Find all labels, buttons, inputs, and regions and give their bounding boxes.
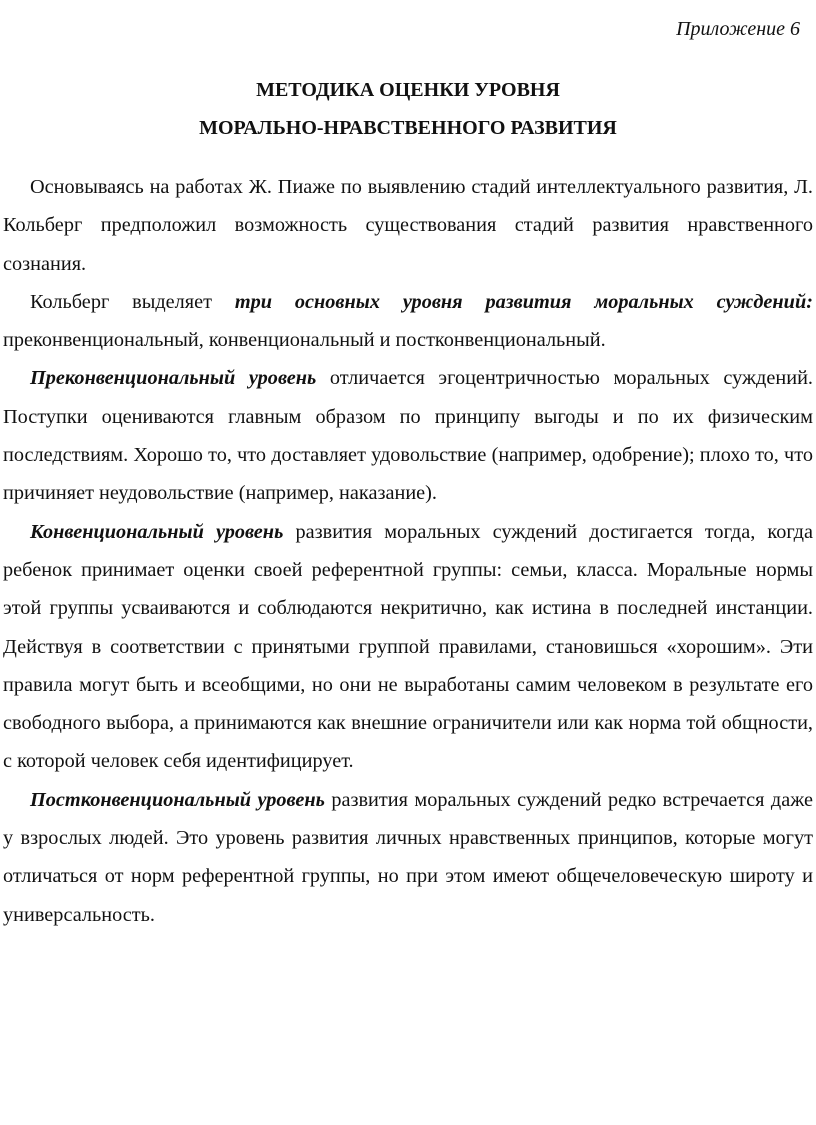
paragraph-4-emphasis: Конвенциональный уровень: [30, 520, 284, 543]
paragraph-3: [3, 359, 813, 512]
paragraph-5-text: развития моральных суждений редко встречается даже у взрослых людей. Это уровень развития личных нравственных принципов, которые могут отличаться от норм референтной группы, но при этом имеют общечеловеческую широту и универсальность.: [3, 788, 814, 926]
paragraph-1-text: Основываясь на работах Ж. Пиаже по выявлению стадий интеллектуального развития, Л. Кольберг предположил возможность существования стадий развития нравственного сознания.: [3, 176, 813, 275]
paragraph-2-emphasis: три основных уровня развития моральных суждений:: [234, 290, 813, 313]
paragraph-1: [3, 168, 813, 283]
paragraph-2-lead: Кольберг выделяет: [30, 290, 235, 313]
paragraph-3-text: отличается эгоцентричностью моральных суждений. Поступки оцениваются главным образом по принципу выгоды и по их физическим последствиям. Хорошо то, что доставляет удовольствие (например, одобрение); плохо то, что причиняет неудовольствие (например, наказание).: [3, 367, 813, 505]
document-body: [3, 168, 813, 934]
title-line-1: МЕТОДИКА ОЦЕНКИ УРОВНЯ: [256, 79, 560, 101]
paragraph-4: [3, 513, 813, 781]
paragraph-2: [3, 283, 813, 360]
paragraph-5: [3, 781, 813, 934]
appendix-label: Приложение 6: [676, 18, 800, 40]
paragraph-5-emphasis: Постконвенциональный уровень: [30, 788, 325, 811]
paragraph-3-emphasis: Преконвенциональный уровень: [30, 367, 317, 390]
paragraph-4-text: развития моральных суждений достигается тогда, когда ребенок принимает оценки своей референтной группы: семьи, класса. Моральные нормы этой группы усваиваются и соблюдаются некритично, как истина в последней инстанции. Действуя в соответствии с принятыми группой правилами, становишься «хорошим». Эти правила могут быть и всеобщими, но они не выработаны самим человеком в результате его свободного выбора, а принимаются как внешние ограничители или как норма той общности, с которой человек себя идентифицирует.: [3, 520, 813, 773]
title-line-2: МОРАЛЬНО-НРАВСТВЕННОГО РАЗВИТИЯ: [199, 117, 617, 139]
paragraph-2-text: преконвенциональный, конвенциональный и постконвенциональный.: [3, 329, 606, 352]
